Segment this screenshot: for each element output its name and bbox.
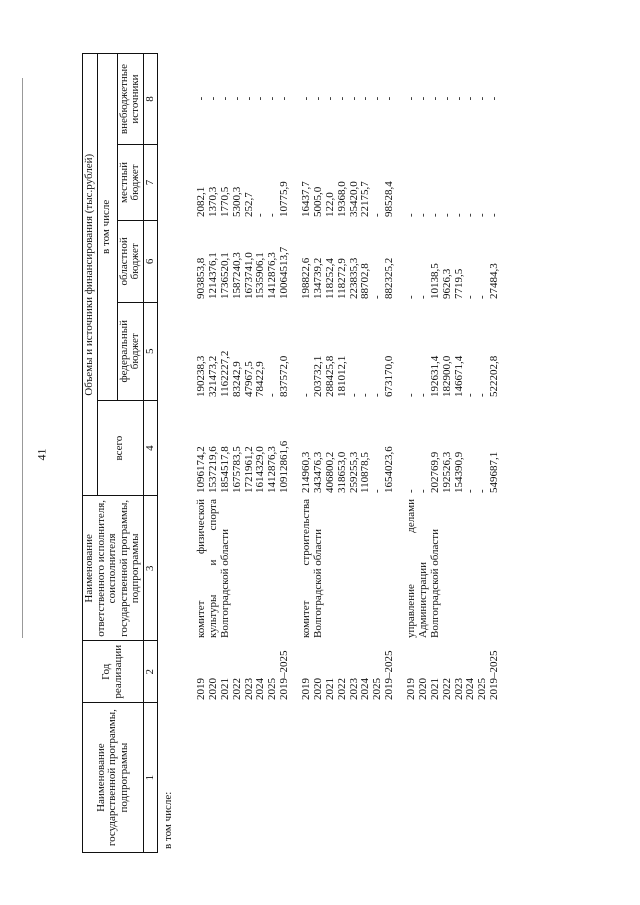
total-cell: - - 202769,9 192526,3 154390,9 - - 549687,1	[405, 451, 501, 493]
local-cell: - - - - - - - -	[405, 213, 501, 217]
header-total: всего	[97, 400, 143, 496]
federal-cell: - - 192631,4 182900,0 146671,4 - - 522202,8	[405, 355, 501, 397]
regional-cell: 198822,6 134739,2 118252,4 118272,9 223835,3 88702,8 - 882325,2	[300, 257, 396, 299]
page-number: 41	[34, 448, 49, 461]
local-cell: 16437,7 5005,0 122,0 19368,0 35420,0 22175,7 - 98528,4	[300, 181, 396, 217]
local-cell: 2082,1 1370,3 1770,5 5300,3 252,7 - - 10775,9	[195, 181, 291, 217]
col-num-8: 8	[143, 54, 158, 145]
header-year: Год реализации	[83, 641, 144, 703]
header-regional: областной бюджет	[117, 220, 143, 302]
col-num-3: 3	[143, 496, 158, 641]
table-row	[406, 53, 501, 853]
years-cell: 2019 2020 2021 2022 2023 2024 2025 2019–2025	[300, 650, 396, 700]
col-num-5: 5	[143, 302, 158, 400]
executor-cell: комитет строительства Волгоградской области	[300, 499, 324, 638]
col-num-1: 1	[143, 703, 158, 853]
col-num-2: 2	[143, 641, 158, 703]
regional-cell: 903853,8 1214376,1 1736520,1 1587240,3 1673741,0 1535906,1 1412876,3 10064513,7	[195, 246, 291, 299]
header-program: Наименование государственной программы, подпрограммы	[83, 703, 144, 853]
executor-cell: комитет физической культуры и спорта Волгоградской области	[195, 499, 231, 638]
executor-cell: управление делами Администрации Волгоградской области	[405, 499, 441, 638]
intro-text: в том числе:	[162, 791, 174, 849]
col-num-7: 7	[143, 145, 158, 221]
header-table	[82, 53, 158, 853]
federal-cell: 190238,3 321473,2 1162227,2 83242,9 47967,5 78422,9 - 837572,0	[195, 350, 291, 397]
header-federal: федеральный бюджет	[117, 302, 143, 400]
header-including: в том числе	[97, 54, 117, 401]
header-volumes: Объемы и источники финансирования (тыс.рублей)	[83, 54, 98, 496]
years-cell: 2019 2020 2021 2022 2023 2024 2025 2019–2025	[405, 650, 501, 700]
federal-cell: - 203732,1 288425,8 181012,1 - - - 673170,0	[300, 355, 396, 397]
table-row	[301, 53, 396, 853]
years-cell: 2019 2020 2021 2022 2023 2024 2025 2019–2025	[195, 650, 291, 700]
col-num-6: 6	[143, 220, 158, 302]
regional-cell: - - 10138,5 9626,3 7719,5 - - 27484,3	[405, 263, 501, 299]
extra-cell: - - - - - - - -	[300, 96, 396, 101]
header-extra: внебюджетные источники	[117, 54, 143, 145]
total-cell: 214960,3 343476,3 406800,2 318653,0 259255,3 110878,5 - 1654023,6	[300, 446, 396, 493]
header-executor: Наименование ответственного исполнителя, соисполнителя государственной программы, подпрограммы	[83, 496, 144, 641]
col-num-4: 4	[143, 400, 158, 496]
total-cell: 1096174,2 1537219,6 1854517,8 1675783,5 1721961,2 1614329,0 1412876,3 10912861,6	[195, 440, 291, 493]
data-table	[196, 53, 501, 853]
table-row	[196, 53, 291, 853]
header-local: местный бюджет	[117, 145, 143, 221]
extra-cell: - - - - - - - -	[195, 96, 291, 101]
extra-cell: - - - - - - - -	[405, 96, 501, 101]
